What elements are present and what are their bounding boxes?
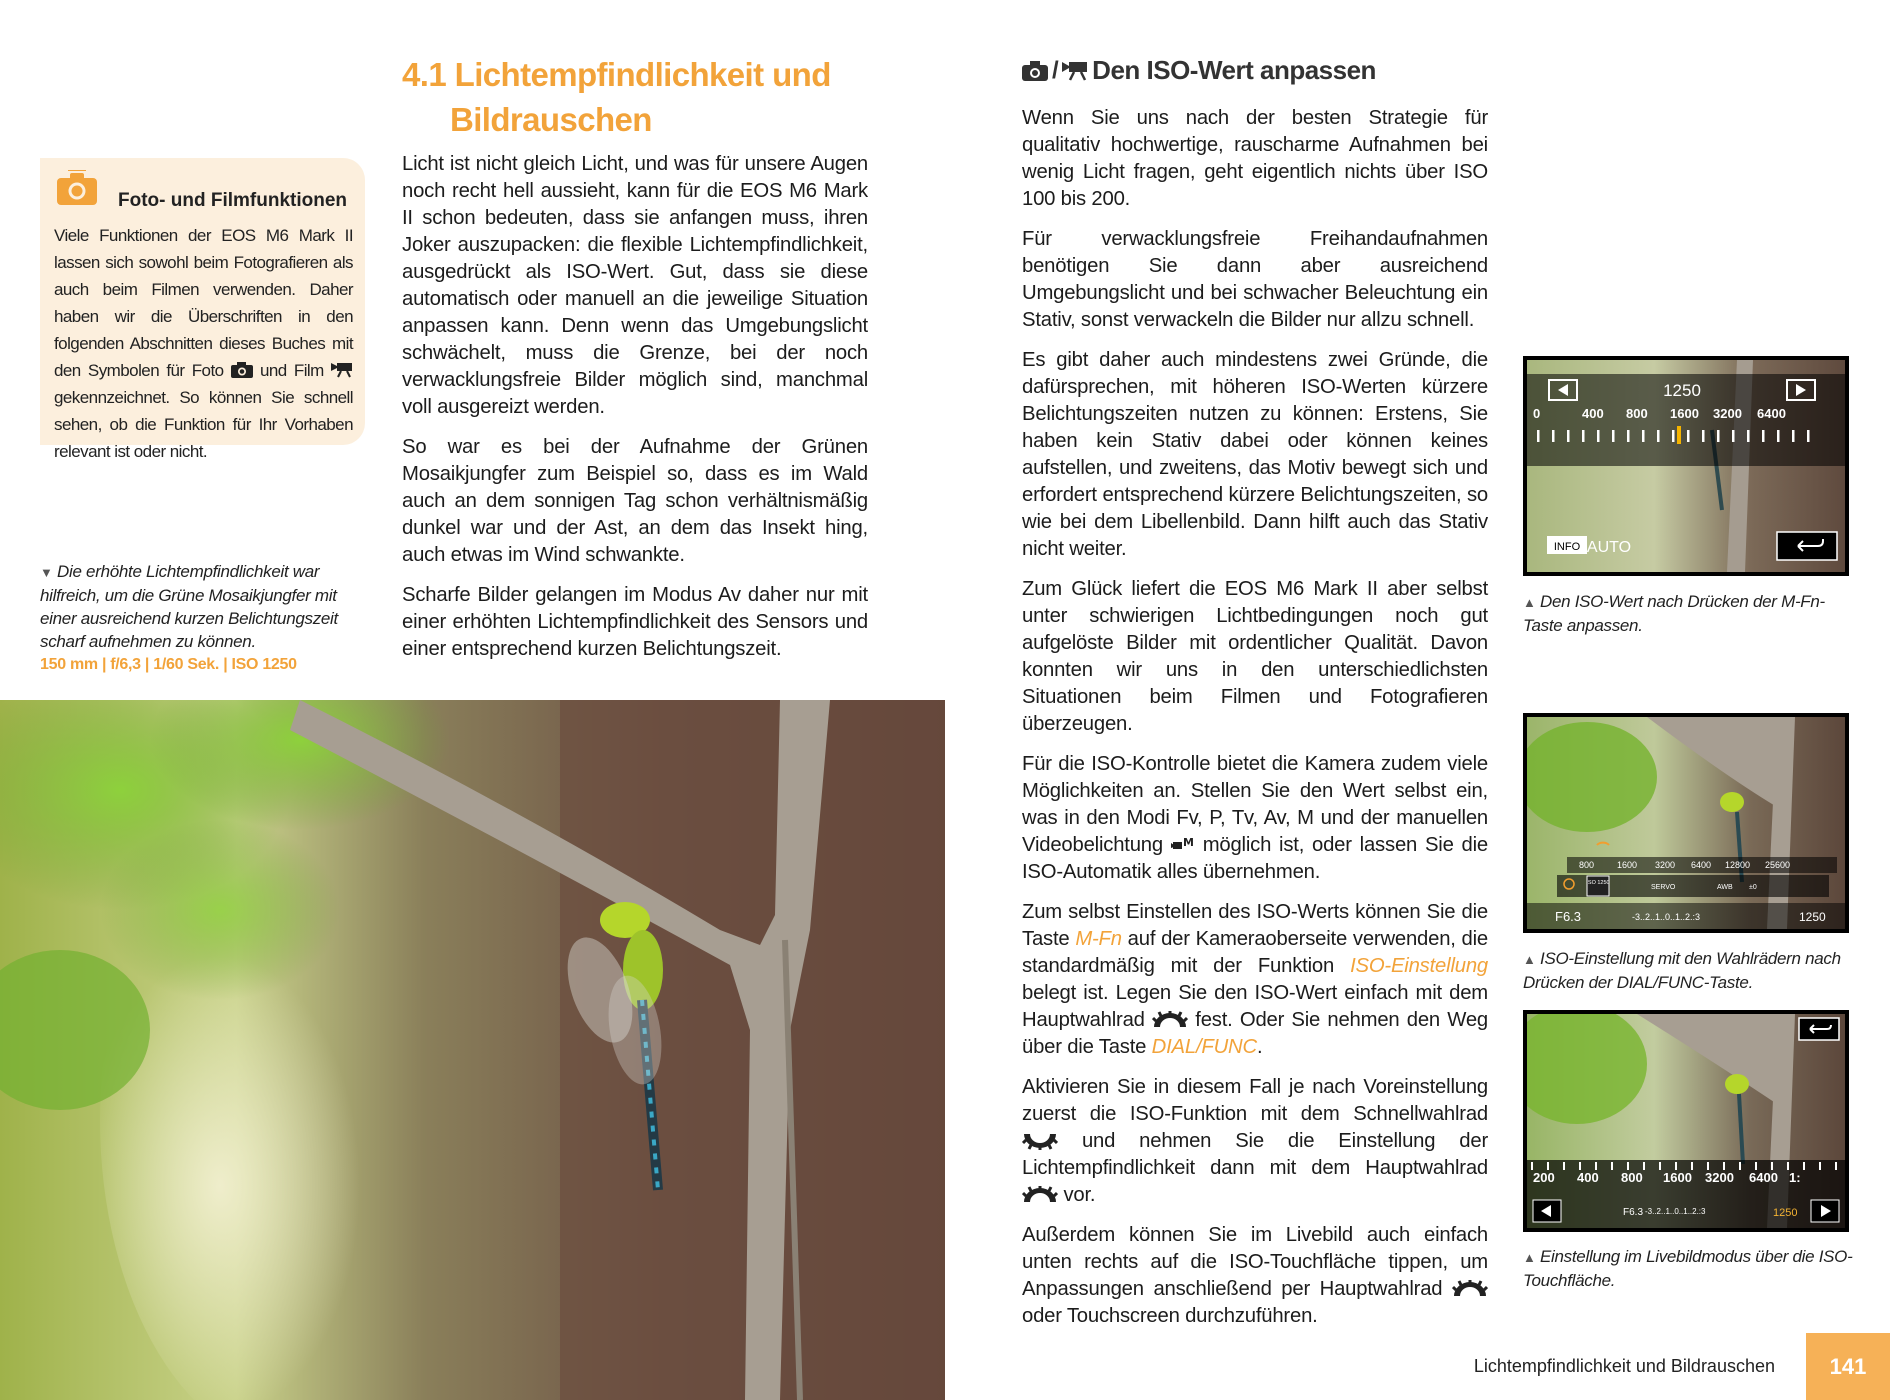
screen2-caption: ▲ ISO-Einstellung mit den Wahlrädern nach Drücken der DIAL/FUNC-Taste. bbox=[1523, 949, 1841, 992]
svg-text:F6.3: F6.3 bbox=[1623, 1207, 1644, 1218]
paragraph: Für verwacklungsfreie Freihandaufnahmen benötigen Sie dann aber ausreichend Umgebungslicht und bei schwacher Beleuchtung ein Stativ, sonst verwackeln die Bilder nur allzu schnell. bbox=[1022, 228, 1488, 331]
info-box-title: Foto- und Filmfunktionen bbox=[118, 190, 348, 211]
paragraph: Für die ISO-Kontrolle bietet die Kamera zudem viele Möglichkeiten an. Stellen Sie den Wert selbst ein, was in den Modi Fv, P, Tv, Av, M und der manuellen Videobelichtung M möglich ist, oder lassen Sie die ISO-Automatik alles übernehmen. bbox=[1022, 753, 1488, 883]
quick-setting-icon[interactable]: AWB bbox=[1717, 884, 1733, 891]
svg-text:1250: 1250 bbox=[1773, 1207, 1798, 1219]
camera-screen-live-view bbox=[1523, 1010, 1849, 1232]
svg-text:1250: 1250 bbox=[1799, 910, 1826, 924]
iso-scale-label: 1: bbox=[1789, 1170, 1801, 1185]
svg-text:-3..2..1..0..1..2.:3: -3..2..1..0..1..2.:3 bbox=[1645, 1207, 1706, 1216]
iso-scale-label: 200 bbox=[1533, 1170, 1555, 1185]
main-dial-icon bbox=[1022, 1186, 1058, 1204]
svg-text:-3..2..1..0..1..2.:3: -3..2..1..0..1..2.:3 bbox=[1632, 912, 1701, 922]
key-dial-func: DIAL/FUNC bbox=[1151, 1036, 1257, 1058]
paragraph: Zum selbst Einstellen des ISO-Werts können Sie die Taste M-Fn auf der Kameraoberseite verwenden, die standardmäßig mit der Funktion ISO-Einstellung belegt ist. Legen Sie den ISO-Wert einfach mit dem Hauptwahlrad fest. Oder Sie nehmen den Weg über die Taste DIAL/FUNC. bbox=[1022, 901, 1489, 1058]
iso-scale-label: 6400 bbox=[1757, 406, 1786, 421]
paragraph: So war es bei der Aufnahme der Grünen Mosaikjungfer zum Beispiel so, dass es im Wald auch an dem sonnigen Tag schon verhältnismäßig dunkel war und der Ast, an dem das Insekt hing, auch etwas im Wind schwankte. bbox=[402, 436, 868, 566]
paragraph: Außerdem können Sie im Livebild auch einfach unten rechts auf die ISO-Touchfläche tippen, um Anpassungen anschließend per Hauptwahlrad oder Touchscreen durchzuführen. bbox=[1022, 1224, 1488, 1327]
camera-screen-dial-func bbox=[1523, 713, 1849, 933]
quick-dial-icon bbox=[1022, 1132, 1058, 1150]
iso-scale-label: 400 bbox=[1577, 1170, 1599, 1185]
iso-chip[interactable] bbox=[1587, 876, 1609, 896]
paragraph: Wenn Sie uns nach der besten Strategie für qualitativ hochwertige, rauscharme Aufnahmen bei wenig Licht fragen, geht eigentlich nichts über ISO 100 bis 200. bbox=[1022, 107, 1488, 210]
photo-exif: 150 mm | f/6,3 | 1/60 Sek. | ISO 1250 bbox=[40, 656, 297, 673]
dragonfly-photo bbox=[0, 700, 945, 1400]
paragraph: Zum Glück liefert die EOS M6 Mark II aber selbst unter schwierigen Lichtbedingungen noch gut aufgelöste Bilder mit ordentlicher Qualität. Davon konnten wir uns in den unterschiedlichsten Situationen beim Filmen und Fotografieren überzeugen. bbox=[1022, 578, 1488, 735]
function-iso-setting: ISO-Einstellung bbox=[1350, 955, 1488, 977]
photo-caption: ▼ Die erhöhte Lichtempfindlichkeit war hilfreich, um die Grüne Mosaikjungfer mit einer ausreichend kurzen Belichtungszeit scharf aufnehmen zu können. bbox=[40, 562, 338, 651]
manual-movie-icon bbox=[1171, 836, 1195, 854]
subsection-heading: / Den ISO-Wert anpassen bbox=[1022, 55, 1502, 86]
iso-scale-label: 800 bbox=[1626, 406, 1648, 421]
triangle-up-icon: ▲ bbox=[1523, 595, 1536, 610]
iso-scale-label: 1600 bbox=[1617, 860, 1638, 870]
quick-setting-icon[interactable]: ±0 bbox=[1749, 884, 1757, 891]
iso-scale-label: 800 bbox=[1579, 860, 1595, 870]
paragraph: Aktivieren Sie in diesem Fall je nach Voreinstellung zuerst die ISO-Funktion mit dem Schnellwahlrad und nehmen Sie die Einstellung der Lichtempfindlichkeit dann mit dem Hauptwahlrad vor. bbox=[1022, 1076, 1488, 1206]
camera-icon bbox=[56, 170, 98, 206]
iso-scale-label: 1600 bbox=[1670, 406, 1699, 421]
svg-text:M: M bbox=[1182, 836, 1194, 849]
running-title: Lichtempfindlichkeit und Bildrauschen bbox=[1473, 1356, 1775, 1376]
subsection-body bbox=[1022, 105, 1488, 1343]
iso-scale-label: 6400 bbox=[1691, 860, 1712, 870]
info-box-text: Viele Funktionen der EOS M6 Mark II lassen sich sowohl beim Fotografieren als auch beim Filmen verwenden. Daher haben wir die Überschriften in den folgenden Abschnitten dieses Buches mit den Symbolen für Foto und Film gekennzeichnet. So können Sie schnell sehen, ob die Funktion für Ihr Vorhaben relevant ist oder nicht. bbox=[54, 226, 353, 461]
iso-scale-label: 3200 bbox=[1713, 406, 1742, 421]
triangle-up-icon: ▲ bbox=[1523, 952, 1536, 967]
iso-scale-label: 1600 bbox=[1663, 1170, 1692, 1185]
info-box bbox=[40, 158, 365, 461]
iso-scale-label: 3200 bbox=[1705, 1170, 1734, 1185]
camera-icon bbox=[1022, 60, 1048, 81]
triangle-down-icon: ▼ bbox=[40, 565, 53, 580]
page-number: 141 bbox=[1806, 1333, 1890, 1400]
camera-icon bbox=[231, 361, 253, 378]
quick-setting-icon[interactable]: SERVO bbox=[1651, 884, 1676, 891]
main-dial-icon bbox=[1152, 1011, 1188, 1029]
paragraph: Licht ist nicht gleich Licht, und was für unsere Augen noch recht hell aussieht, kann für die EOS M6 Mark II schon bedeuten, dass sie anfangen muss, ihren Joker auszupacken: die flexible Lichtempfindlichkeit, ausgedrückt als ISO-Wert. Gut, dass sie diese automatisch oder manuell an die jeweilige Situation anpassen kann. Denn wenn das Umgebungslicht schwächelt, muss die Grenze, bei der noch verwacklungsfreie Bilder möglich sind, manchmal voll ausgereizt werden. bbox=[402, 153, 868, 418]
movie-icon bbox=[331, 361, 353, 378]
camera-screen-iso-dial bbox=[1523, 356, 1849, 576]
main-dial-icon bbox=[1452, 1280, 1488, 1298]
iso-scale-label: 25600 bbox=[1765, 860, 1791, 870]
section-body bbox=[402, 151, 868, 676]
section-heading: 4.1 Lichtempfindlichkeit und Bildrauschen bbox=[402, 56, 831, 138]
movie-icon bbox=[1062, 60, 1088, 82]
paragraph: Scharfe Bilder gelangen im Modus Av daher nur mit einer erhöhten Lichtempfindlichkeit des Sensors und einer entsprechend kurzen Belichtungszeit. bbox=[402, 584, 868, 660]
iso-scale-label: 3200 bbox=[1655, 860, 1676, 870]
iso-scale-label: 6400 bbox=[1749, 1170, 1778, 1185]
iso-value: 1250 bbox=[1663, 381, 1701, 400]
iso-scale-label: 800 bbox=[1621, 1170, 1643, 1185]
svg-text:ISO 1250: ISO 1250 bbox=[1586, 880, 1610, 886]
screen3-caption: ▲ Einstellung im Livebildmodus über die ISO-Touchfläche. bbox=[1523, 1247, 1853, 1290]
key-mfn: M-Fn bbox=[1075, 928, 1122, 950]
svg-text:INFO: INFO bbox=[1553, 541, 1581, 553]
iso-scale-label: 400 bbox=[1582, 406, 1604, 421]
screen1-caption: ▲ Den ISO-Wert nach Drücken der M-Fn-Taste anpassen. bbox=[1523, 592, 1825, 635]
iso-scale-label: 12800 bbox=[1725, 860, 1751, 870]
paragraph: Es gibt daher auch mindestens zwei Gründe, die dafürsprechen, mit höheren ISO-Werten kürzere Belichtungszeiten nutzen zu können: Erstens, Sie haben kein Stativ dabei oder können keines aufstellen, und zweitens, das Motiv bewegt sich und erfordert entsprechend kürzere Belichtungszeiten, so wie bei dem Libellenbild. Dann hilft auch das Stativ nicht weiter. bbox=[1022, 349, 1488, 560]
svg-text:F6.3: F6.3 bbox=[1555, 909, 1582, 924]
svg-text:AUTO: AUTO bbox=[1586, 539, 1632, 556]
triangle-up-icon: ▲ bbox=[1523, 1250, 1536, 1265]
iso-scale-label: 0 bbox=[1533, 406, 1541, 421]
